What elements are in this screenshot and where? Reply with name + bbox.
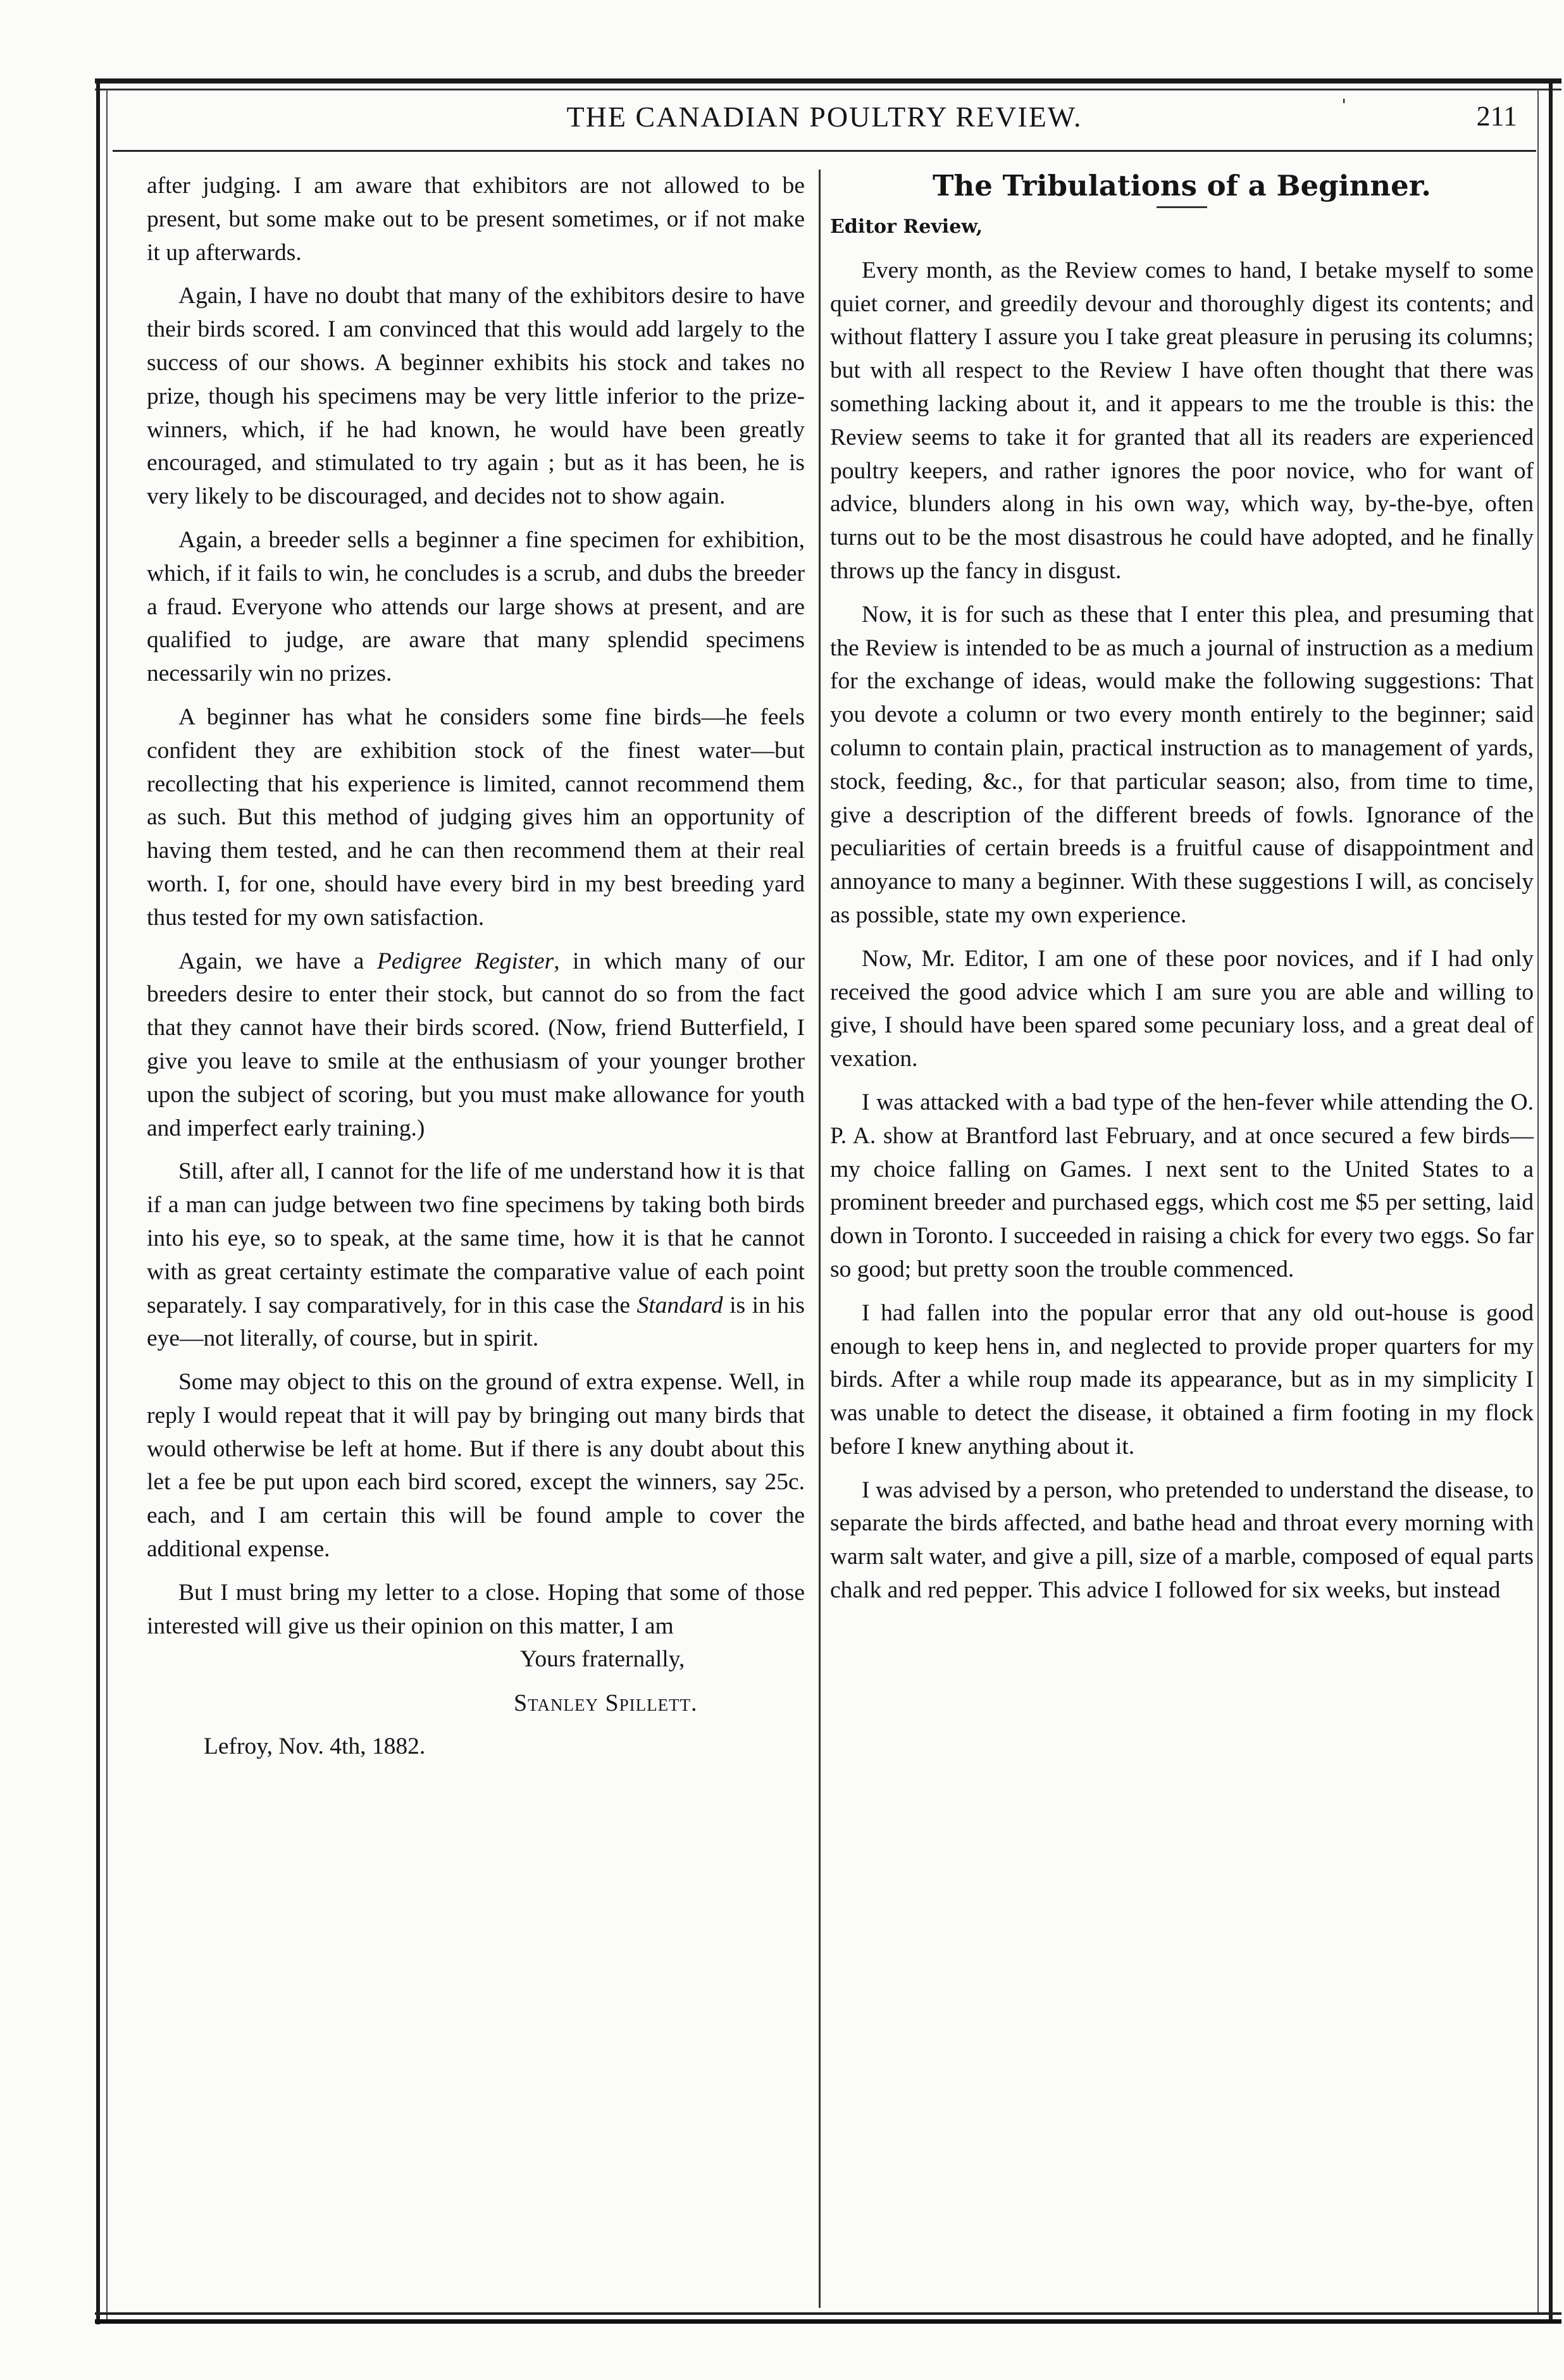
- paragraph: Again, I have no doubt that many of the exhibitors desire to have their birds scored. I am convinced that this would add largely to the success of our shows. A beginner exhibits his stock and takes no prize, though his specimens may be very little inferior to the prize-winners, which, if he had known, he would have been greatly encouraged, and stimulated to try again ; but as it has been, he is very likely to be discouraged, and decides not to show again.: [147, 283, 805, 510]
- paragraph: Every month, as the Review comes to hand, I betake myself to some quiet corner, and greedily devour and thoroughly digest its contents; and without flattery I assure you I take great pleasure in perusing its columns; but with all respect to the Review I have often thought that there was something lacking about it, and it appears to me the trouble is this: the Review seems to take it for granted that all its readers are experienced poultry keepers, and rather ignores the poor novice, who for want of advice, blunders along in his own way, which way, by-the-bye, often turns out to be the most disastrous he could have adopted, and he finally throws up the fancy in disgust.: [830, 257, 1534, 584]
- letter-signature: Stanley Spillett.: [514, 1690, 698, 1717]
- bottom-border-rule: [95, 2312, 1561, 2315]
- paragraph: But I must bring my letter to a close. Hoping that some of those interested will give us their opinion on this matter, I am: [147, 1579, 805, 1639]
- title-rule: [1157, 206, 1207, 208]
- left-column: [147, 170, 805, 1774]
- left-border-rule-inner: [106, 89, 108, 2322]
- paragraph: after judging. I am aware that exhibitors are not allowed to be present, but some make out to be present sometimes, or if not make it up afterwards.: [147, 173, 805, 266]
- top-border-rule: [95, 78, 1561, 84]
- header-rule: [113, 150, 1536, 152]
- paragraph: A beginner has what he considers some fine birds—he feels confident they are exhibition stock of the finest water—but recollecting that his experience is limited, cannot recommend them as such. But this method of judging gives him an opportunity of having them tested, and he can then recommend them at their real worth. I, for one, should have every bird in my best breeding yard thus tested for my own satisfaction.: [147, 703, 805, 931]
- paragraph: I had fallen into the popular error that any old out-house is good enough to keep hens in, and neglected to provide proper quarters for my birds. After a while roup made its appearance, but as in my simplicity I was unable to detect the disease, it obtained a firm footing in my flock before I knew anything about it.: [830, 1299, 1534, 1460]
- column-divider: [819, 170, 821, 2308]
- paragraph: I was advised by a person, who pretended to understand the disease, to separate the birds affected, and bathe head and throat every morning with warm salt water, and give a pill, size of a marble, composed of equal parts chalk and red pepper. This advice I followed for six weeks, but instead: [830, 1477, 1534, 1604]
- paragraph: Now, it is for such as these that I enter this plea, and presuming that the Review is intended to be as much a journal of instruction as a medium for the exchange of ideas, would make the following suggestions: That you devote a column or two every month entirely to the beginner; said column to contain plain, practical instruction as to management of yards, stock, feeding, &c., for that particular season; also, from time to time, give a description of the different breeds of fowls. Ignorance of the peculiarities of certain breeds is a fruitful cause of disappointment and annoyance to many a beginner. With these suggestions I will, as concisely as possible, state my own experience.: [830, 601, 1534, 928]
- text-run: Still, after all, I cannot for the life of me understand how it is that if a man can judge between two fine specimens by taking both birds into his eye, so to speak, at the same time, how it is that he cannot with as great certainty estimate the comparative value of each point separately. I say comparatively, for in this case the: [147, 1158, 805, 1318]
- bottom-border-rule-outer: [95, 2319, 1561, 2324]
- journal-title: THE CANADIAN POULTRY REVIEW.: [566, 101, 1083, 133]
- right-column: [830, 170, 1534, 1618]
- page-number: 211: [1476, 101, 1517, 132]
- text-run: , in which many of our breeders desire to enter their stock, but cannot do so from the fact that they cannot have their birds scored. (Now, friend Butterfield, I give you leave to smile at the enthusiasm of your younger brother upon the subject of scoring, but you must make allowance for youth and imperfect early training.): [147, 948, 805, 1141]
- article-title: The Tribulations of a Beginner.: [933, 169, 1431, 202]
- letter-closing: Yours fraternally,: [520, 1646, 685, 1673]
- printer-mark: ˈ: [1341, 96, 1347, 118]
- paragraph-standard: [147, 1155, 805, 1356]
- right-border-rule: [1549, 78, 1553, 2321]
- italic-title: Pedigree Register: [376, 948, 554, 974]
- top-border-rule-inner: [95, 89, 1561, 90]
- italic-title: Standard: [636, 1292, 723, 1318]
- salutation: Editor Review,: [830, 216, 983, 238]
- left-border-rule: [96, 78, 100, 2324]
- paragraph: Now, Mr. Editor, I am one of these poor novices, and if I had only received the good advice which I am sure you are able and willing to give, I should have been spared some pecuniary loss, and a great deal of vexation.: [830, 945, 1534, 1072]
- dateline: Lefroy, Nov. 4th, 1882.: [204, 1733, 426, 1760]
- text-run: is in his eye—not literally, of course, but in spirit.: [147, 1292, 805, 1352]
- paragraph: Some may object to this on the ground of extra expense. Well, in reply I would repeat that it will pay by bringing out many birds that would otherwise be left at home. But if there is any doubt about this let a fee be put upon each bird scored, except the winners, say 25c. each, and I am certain this will be found ample to cover the additional expense.: [147, 1369, 805, 1563]
- paragraph-pedigree-register: [147, 945, 805, 1146]
- running-head: [113, 96, 1536, 144]
- text-run: Again, we have a: [178, 948, 377, 974]
- right-border-rule-inner: [1537, 89, 1539, 2312]
- paragraph: Again, a breeder sells a beginner a fine specimen for exhibition, which, if it fails to win, he concludes is a scrub, and dubs the breeder a fraud. Everyone who attends our large shows at present, and are qualified to judge, are aware that many splendid specimens necessarily win no prizes.: [147, 526, 805, 687]
- paragraph: I was attacked with a bad type of the hen-fever while attending the O. P. A. show at Brantford last February, and at once secured a few birds—my choice falling on Games. I next sent to the United States to a prominent breeder and purchased eggs, which cost me $5 per setting, laid down in Toronto. I succeeded in raising a chick for every two eggs. So far so good; but pretty soon the trouble commenced.: [830, 1089, 1534, 1282]
